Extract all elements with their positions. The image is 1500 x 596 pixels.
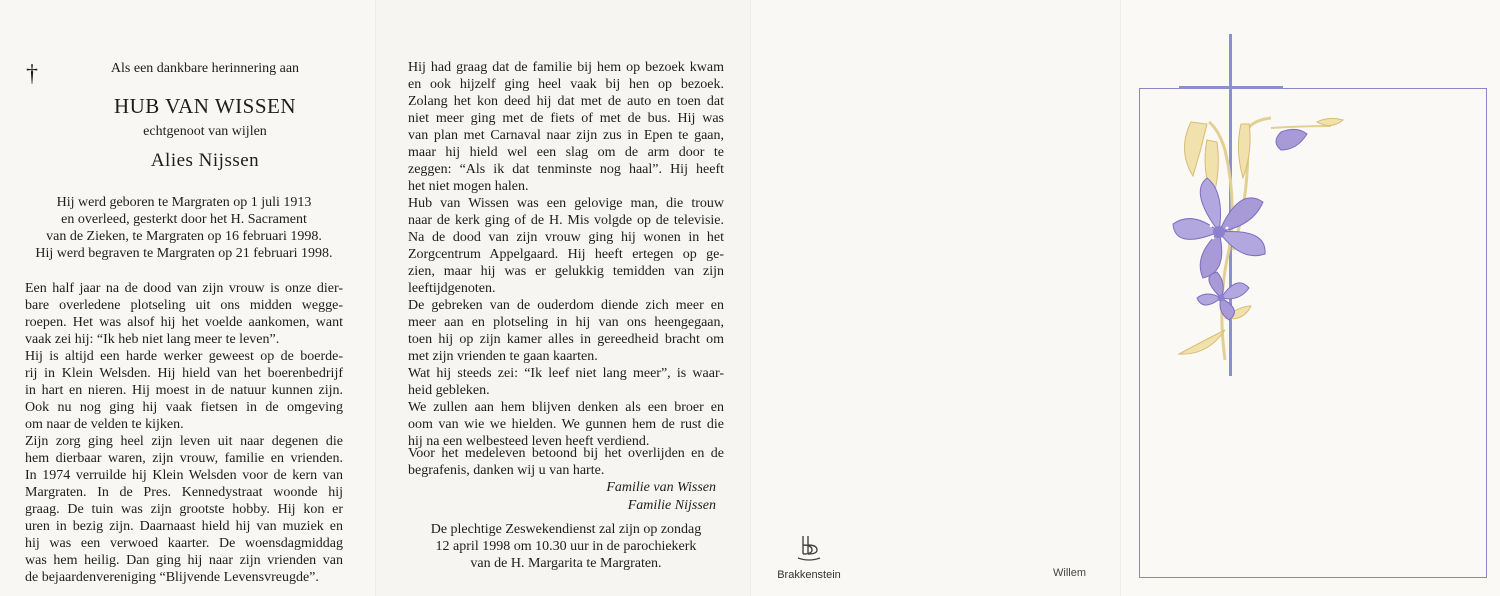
text-line: heid gebleken. bbox=[408, 383, 490, 398]
text-line: in hart en nieren. Hij moest in de natuur kunnen zijn. bbox=[25, 383, 343, 398]
text-line: om naar de velden te kijken. bbox=[25, 417, 184, 432]
life-dates-block bbox=[25, 194, 343, 262]
text-line: hij na een welbesteed leven heeft verdiend. bbox=[408, 434, 650, 449]
text-line: vaak zei hij: “Ik heb niet lang meer te leven”. bbox=[25, 332, 280, 347]
text-line: Hij is altijd een harde werker geweest op de boerde- bbox=[25, 349, 343, 364]
text-line: begrafenis, danken wij u van harte. bbox=[408, 463, 605, 478]
text-line: graag. De tuin was zijn grootste hobby. Hij kon er bbox=[25, 502, 343, 517]
text-line: met zijn vrienden te gaan kaarten. bbox=[408, 349, 598, 364]
text-line: maar hij hield wel een slag om de arm door te bbox=[408, 145, 724, 160]
text-line: Na de dood van zijn vrouw ging hij wonen in het bbox=[408, 230, 724, 245]
text-line: Ook nu nog ging hij vaak fietsen in de omgeving bbox=[25, 400, 343, 415]
text-line: was hem heilig. Dan ging hij naar zijn vrienden van bbox=[25, 553, 343, 568]
bio-line: en overleed, gesterkt door het H. Sacrament bbox=[61, 212, 307, 227]
cross-with-purple-flowers-icon bbox=[1121, 0, 1500, 596]
text-line: oom van wie we hielden. We gunnen hem de rust die bbox=[408, 417, 724, 432]
spouse-name: Alies Nijssen bbox=[150, 150, 260, 171]
text-line: niet meer ging met de fiets of met de bus. Hij was bbox=[408, 111, 724, 126]
text-line: naar de kerk ging of de H. Mis volgde op de televisie. bbox=[408, 213, 724, 228]
text-line: hij was een verwoed kaarter. De woensdagmiddag bbox=[25, 536, 343, 551]
brakkenstein-logo-icon bbox=[794, 532, 824, 562]
intro-line: Als een dankbare herinnering aan bbox=[110, 61, 300, 76]
text-line: We zullen aan hem blijven denken als een broer en bbox=[408, 400, 724, 415]
bio-line: van de Zieken, te Margraten op 16 februari 1998. bbox=[46, 229, 322, 244]
deceased-name: HUB VAN WISSEN bbox=[113, 94, 297, 118]
signature-family-2: Familie Nijssen bbox=[627, 498, 716, 513]
card-page-left bbox=[0, 0, 375, 596]
memorial-text-part-2 bbox=[408, 59, 724, 450]
text-line: De gebreken van de ouderdom diende zich meer en bbox=[408, 298, 724, 313]
text-line: toen hij op zijn kamer alles in gereedheid bracht om bbox=[408, 332, 724, 347]
printer-mark bbox=[759, 532, 859, 581]
card-page-back bbox=[750, 0, 1121, 596]
text-line: Hij had graag dat de familie bij hem op bezoek kwam bbox=[408, 60, 724, 75]
text-line: van de H. Margarita te Margraten. bbox=[470, 556, 662, 571]
text-line: het niet mogen halen. bbox=[408, 179, 529, 194]
text-line: de bejaardenvereniging “Blijvende Levensvreugde”. bbox=[25, 570, 319, 585]
memorial-text-part-1 bbox=[25, 280, 343, 586]
card-page-middle bbox=[375, 0, 751, 596]
text-line: zien, maar hij was er gelukkig temidden van zijn bbox=[408, 264, 724, 279]
text-line: Zijn zorg ging heel zijn leven uit naar degenen die bbox=[25, 434, 343, 449]
text-line: Zorgcentrum Appelgaard. Hij heeft ertegen op ge- bbox=[408, 247, 724, 262]
text-line: en ook hijzelf ging heel vaak bij hen op bezoek. bbox=[408, 77, 724, 92]
text-line: Een half jaar na de dood van zijn vrouw is onze dier- bbox=[25, 281, 343, 296]
bio-line: Hij werd geboren te Margraten op 1 juli 1913 bbox=[56, 195, 312, 210]
text-line: Voor het medeleven betoond bij het overlijden en de bbox=[408, 446, 724, 461]
cross-icon: † bbox=[26, 61, 38, 87]
text-line: De plechtige Zeswekendienst zal zijn op zondag bbox=[430, 522, 702, 537]
text-line: meer aan en plotseling in hij van ons heengegaan, bbox=[408, 315, 724, 330]
text-line: 12 april 1998 om 10.30 uur in de parochiekerk bbox=[435, 539, 697, 554]
bio-line: Hij werd begraven te Margraten op 21 februari 1998. bbox=[35, 246, 333, 261]
spouse-label: echtgenoot van wijlen bbox=[143, 124, 267, 139]
thanks-text bbox=[408, 445, 724, 479]
text-line: roepen. Het was alsof hij het voelde aankomen, want bbox=[25, 315, 343, 330]
text-line: hem dierbaar waren, zijn vrouw, familie en vrienden. bbox=[25, 451, 343, 466]
text-line: Hub van Wissen was een gelovige man, die trouw bbox=[408, 196, 724, 211]
text-line: Margraten. In de Pres. Kennedystraat woonde hij bbox=[25, 485, 343, 500]
text-line: Wat hij steeds zei: “Ik leef niet lang meer”, is waar- bbox=[408, 366, 724, 381]
text-line: zeggen: “Als ik dat tenminste nog haal”. Hij heeft bbox=[408, 162, 724, 177]
artist-signature: Willem bbox=[1053, 567, 1086, 579]
printer-name: Brakkenstein bbox=[777, 569, 841, 581]
service-announcement bbox=[408, 521, 724, 572]
text-line: leeftijdgenoten. bbox=[408, 281, 496, 296]
text-line: uren in bezig zijn. Daarnaast hield hij van muziek en bbox=[25, 519, 343, 534]
signature-family-1: Familie van Wissen bbox=[606, 480, 716, 495]
card-page-cover bbox=[1120, 0, 1500, 596]
text-line: bare overledene plotseling uit ons midden wegge- bbox=[25, 298, 343, 313]
text-line: van plan met Carnaval naar zijn zus in Epen te gaan, bbox=[408, 128, 724, 143]
text-line: Zolang het kon deed hij dat met de auto en toen dat bbox=[408, 94, 724, 109]
text-line: In 1974 verruilde hij Klein Welsden voor de kern van bbox=[25, 468, 343, 483]
text-line: rij in Klein Welsden. Hij hield van het boerenbedrijf bbox=[25, 366, 343, 381]
